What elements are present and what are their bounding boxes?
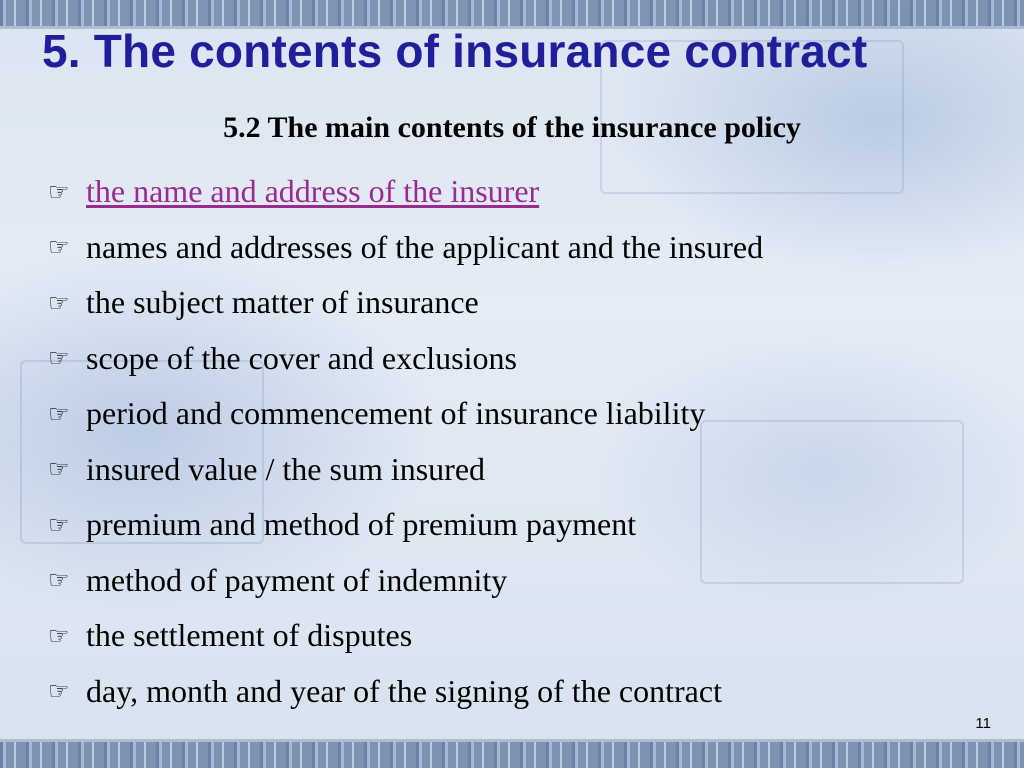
list-item — [48, 220, 763, 276]
list-item — [48, 331, 763, 387]
slide-title: 5. The contents of insurance contract — [42, 25, 868, 77]
pointing-hand-icon: ☞ — [48, 677, 70, 706]
list-item-text: period and commencement of insurance liability — [86, 395, 706, 432]
list-item — [48, 275, 763, 331]
pointing-hand-icon: ☞ — [48, 455, 70, 484]
list-item — [48, 386, 763, 442]
list-item-text: premium and method of premium payment — [86, 506, 637, 543]
list-item — [48, 664, 763, 720]
pointing-hand-icon: ☞ — [48, 344, 70, 373]
list-item-text: names and addresses of the applicant and the insured — [86, 228, 764, 265]
bottom-decorative-border — [0, 742, 1024, 768]
list-item — [48, 553, 763, 609]
list-item-text: method of payment of indemnity — [86, 561, 508, 598]
pointing-hand-icon: ☞ — [48, 566, 70, 595]
list-item-text: insured value / the sum insured — [86, 450, 486, 487]
list-item-text: scope of the cover and exclusions — [86, 339, 517, 376]
insurer-name-link[interactable]: the name and address of the insurer — [86, 173, 540, 210]
top-decorative-border — [0, 0, 1024, 26]
list-item-text: day, month and year of the signing of the contract — [86, 672, 722, 709]
list-item — [48, 164, 763, 220]
slide-subtitle: 5.2 The main contents of the insurance policy — [223, 111, 801, 144]
pointing-hand-icon: ☞ — [48, 399, 70, 428]
list-item-text: the subject matter of insurance — [86, 284, 479, 321]
pointing-hand-icon: ☞ — [48, 177, 70, 206]
page-number: 11 — [975, 715, 991, 732]
list-item — [48, 608, 763, 664]
pointing-hand-icon: ☞ — [48, 288, 70, 317]
list-item — [48, 442, 763, 498]
list-item — [48, 497, 763, 553]
list-item-text: the settlement of disputes — [86, 617, 413, 654]
pointing-hand-icon: ☞ — [48, 621, 70, 650]
pointing-hand-icon: ☞ — [48, 510, 70, 539]
bullet-list — [48, 164, 763, 719]
pointing-hand-icon: ☞ — [48, 233, 70, 262]
